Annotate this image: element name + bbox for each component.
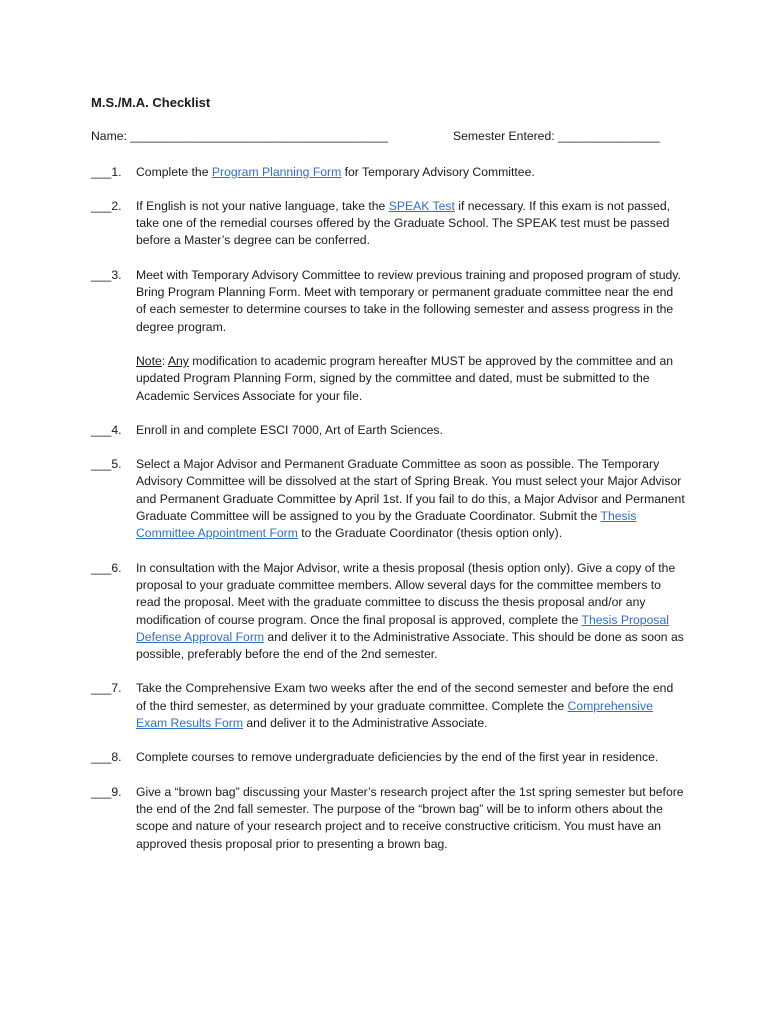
checklist-item — [91, 198, 691, 250]
checklist-item — [91, 784, 691, 853]
checklist-item-number: ___4. — [91, 422, 122, 437]
checklist-item-text — [136, 749, 686, 766]
text-segment: Select a Major Advisor and Permanent Graduate Committee as soon as possible. The Temporary Advisory Committee will be dissolved at the start of Spring Break. You must select your Major Advisor and Permanent Graduate Committee by April 1st. If you fail to do this, a Major Advisor and Permanent Graduate Committee will be assigned to you by the Graduate Coordinator. Submit the — [136, 457, 685, 524]
text-segment: Complete the — [136, 164, 212, 179]
checklist-item-text — [136, 680, 686, 732]
checklist-item — [91, 680, 691, 732]
item-paragraph — [136, 353, 686, 405]
text-segment: Give a “brown bag” discussing your Master’s research project after the 1st spring semester but before the end of the 2nd fall semester. The purpose of the “brown bag” will be to inform others about the scope and nature of your research project and to receive constructive criticism. You must have an approved thesis proposal prior to presenting a brown bag. — [136, 784, 684, 851]
text-segment: and deliver it to the Administrative Associate. This should be done as soon as possible, preferably before the end of the 2nd semester. — [136, 629, 684, 662]
text-segment: Complete courses to remove undergraduate deficiencies by the end of the first year in residence. — [136, 750, 659, 765]
checklist-item-number: ___6. — [91, 560, 122, 575]
item-paragraph — [136, 164, 686, 181]
item-paragraph — [136, 749, 686, 766]
checklist-item — [91, 749, 691, 766]
checklist-item-text — [136, 560, 686, 664]
text-segment: In consultation with the Major Advisor, write a thesis proposal (thesis option only). Give a copy of the proposal to your graduate committee members. Allow several days for the committee members to read the proposal. Meet with the graduate committee to discuss the thesis proposal and/or any modification of course program. Once the final proposal is approved, complete the — [136, 560, 676, 627]
underlined-text: Any — [167, 353, 189, 368]
text-segment: modification to academic program hereafter MUST be approved by the committee and an updated Program Planning Form, signed by the committee and dated, must be submitted to the Academic Services Associate for your file. — [136, 353, 674, 403]
checklist-item-text — [136, 456, 686, 542]
item-paragraph — [136, 267, 686, 336]
checklist-item-number: ___2. — [91, 198, 122, 213]
text-segment: to the Graduate Coordinator (thesis option only). — [297, 526, 563, 541]
checklist-item-text — [136, 784, 686, 853]
checklist-item-number: ___1. — [91, 164, 122, 179]
checklist-item — [91, 456, 691, 542]
checklist-item-number: ___9. — [91, 784, 122, 799]
page-title: M.S./M.A. Checklist — [91, 95, 211, 110]
checklist-item-number: ___8. — [91, 750, 122, 765]
item-paragraph — [136, 560, 686, 664]
form-link[interactable]: Thesis Committee Appointment Form — [136, 509, 637, 541]
item-paragraph — [136, 198, 686, 250]
checklist-item-text — [136, 422, 686, 439]
text-segment: : — [161, 353, 168, 368]
checklist-item-number: ___7. — [91, 681, 122, 696]
text-segment: if necessary. If this exam is not passed, take one of the remedial courses offered by the Graduate School. The SPEAK test must be passed before a Master’s degree can be conferred. — [136, 198, 671, 248]
checklist-item-text — [136, 198, 686, 250]
name-field: Name: ______________________________________ — [91, 129, 388, 144]
semester-entered-field: Semester Entered: _______________ — [453, 129, 660, 144]
item-paragraph — [136, 456, 686, 542]
checklist-item-text — [136, 164, 686, 181]
checklist-item-number: ___5. — [91, 457, 122, 472]
text-segment: and deliver it to the Administrative Associate. — [243, 716, 488, 731]
header-fields — [91, 128, 691, 145]
checklist-item — [91, 560, 691, 664]
checklist-items — [91, 164, 691, 853]
text-segment: for Temporary Advisory Committee. — [341, 164, 535, 179]
checklist-item — [91, 267, 691, 405]
checklist-item — [91, 164, 691, 181]
form-link[interactable]: SPEAK Test — [388, 198, 455, 213]
text-segment: Take the Comprehensive Exam two weeks after the end of the second semester and before the end of the third semester, as determined by your graduate committee. Complete the — [136, 681, 674, 713]
form-link[interactable]: Comprehensive Exam Results Form — [136, 698, 653, 731]
checklist-item — [91, 422, 691, 439]
checklist-document — [91, 94, 691, 870]
checklist-item-number: ___3. — [91, 267, 122, 282]
form-link[interactable]: Thesis Proposal Defense Approval Form — [136, 612, 669, 644]
form-link[interactable]: Program Planning Form — [211, 164, 342, 179]
underlined-text: Note — [136, 353, 162, 368]
item-paragraph — [136, 680, 686, 732]
checklist-item-text — [136, 267, 686, 405]
text-segment: Enroll in and complete ESCI 7000, Art of Earth Sciences. — [136, 422, 443, 437]
item-paragraph — [136, 784, 686, 853]
text-segment: Meet with Temporary Advisory Committee to review previous training and proposed program of study. Bring Program Planning Form. Meet with temporary or permanent graduate committee near the end of each semester to determine courses to take in the following semester and assess progress in the degree program. — [136, 267, 681, 334]
item-paragraph — [136, 422, 686, 439]
text-segment: If English is not your native language, take the — [136, 198, 389, 213]
